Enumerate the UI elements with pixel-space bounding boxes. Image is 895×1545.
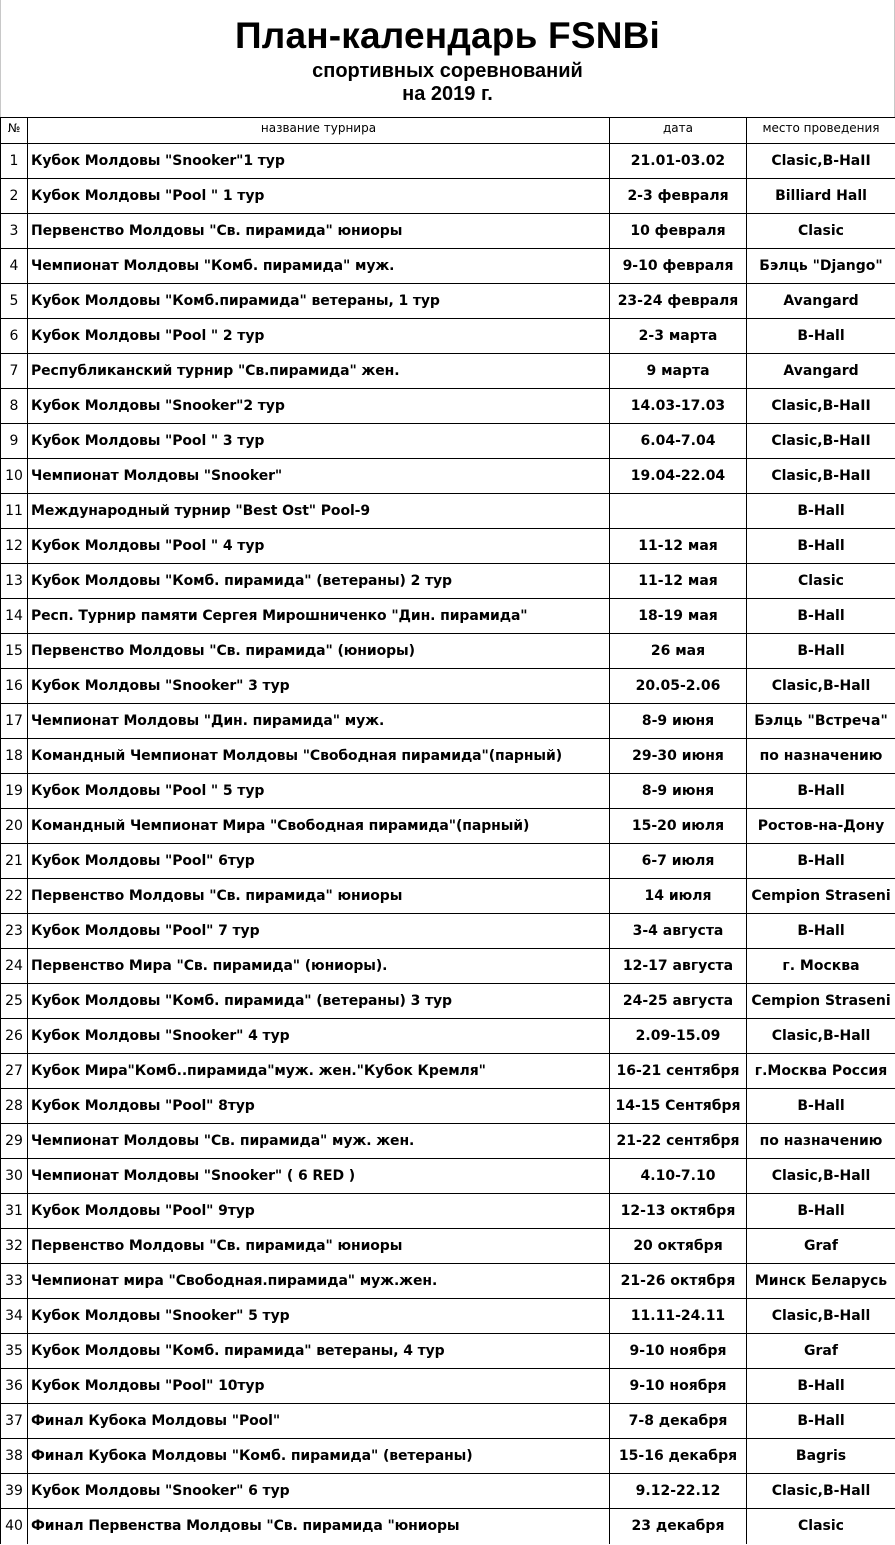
cell-number: 32 [1, 1229, 28, 1264]
table-row [1, 1369, 895, 1404]
cell-venue: Avangard [747, 354, 895, 389]
cell-tournament-name: Финал Кубока Молдовы "Pool" [28, 1404, 610, 1439]
cell-date: 9.12-22.12 [610, 1474, 747, 1509]
cell-tournament-name: Кубок Молдовы "Комб. пирамида" (ветераны) 2 тур [28, 564, 610, 599]
page-title: План-календарь FSNBi [234, 15, 661, 56]
cell-tournament-name: Первенство Мира "Св. пирамида" (юниоры). [28, 949, 610, 984]
column-header-place: место проведения [747, 118, 895, 144]
cell-number: 35 [1, 1334, 28, 1369]
table-row [1, 599, 895, 634]
cell-tournament-name: Республиканский турнир "Св.пирамида" жен. [28, 354, 610, 389]
cell-date: 24-25 августа [610, 984, 747, 1019]
cell-venue: B-Hall [747, 1089, 895, 1124]
table-row [1, 1509, 895, 1544]
cell-number: 24 [1, 949, 28, 984]
table-row [1, 564, 895, 599]
cell-tournament-name: Кубок Молдовы "Pool " 2 тур [28, 319, 610, 354]
table-row [1, 879, 895, 914]
cell-venue: Avangard [747, 284, 895, 319]
table-row [1, 984, 895, 1019]
cell-date: 20 октября [610, 1229, 747, 1264]
column-header-date: дата [610, 118, 747, 144]
cell-number: 21 [1, 844, 28, 879]
table-header-row [1, 118, 895, 144]
cell-tournament-name: Кубок Мира"Комб..пирамида"муж. жен."Кубок Кремля" [28, 1054, 610, 1089]
cell-venue: B-Hall [747, 494, 895, 529]
cell-tournament-name: Международный турнир "Best Ost" Pool-9 [28, 494, 610, 529]
cell-tournament-name: Кубок Молдовы "Pool " 1 тур [28, 179, 610, 214]
table-row [1, 529, 895, 564]
table-row [1, 634, 895, 669]
cell-date: 11.11-24.11 [610, 1299, 747, 1334]
cell-venue: Минск Беларусь [747, 1264, 895, 1299]
table-row [1, 1194, 895, 1229]
cell-tournament-name: Кубок Молдовы "Pool" 10тур [28, 1369, 610, 1404]
table-row [1, 389, 895, 424]
table-row [1, 739, 895, 774]
cell-venue: Graf [747, 1229, 895, 1264]
cell-venue: Cempion Straseni [747, 879, 895, 914]
table-row [1, 1159, 895, 1194]
cell-tournament-name: Кубок Молдовы "Комб.пирамида" ветераны, 1 тур [28, 284, 610, 319]
cell-date: 15-16 декабря [610, 1439, 747, 1474]
cell-number: 11 [1, 494, 28, 529]
cell-venue: B-Hall [747, 319, 895, 354]
cell-tournament-name: Кубок Молдовы "Snooker" 4 тур [28, 1019, 610, 1054]
cell-venue: B-Hall [747, 1404, 895, 1439]
table-row [1, 354, 895, 389]
tournament-table [0, 117, 895, 1544]
table-row [1, 949, 895, 984]
cell-tournament-name: Кубок Молдовы "Pool" 7 тур [28, 914, 610, 949]
cell-date: 26 мая [610, 634, 747, 669]
cell-number: 3 [1, 214, 28, 249]
cell-number: 34 [1, 1299, 28, 1334]
table-row [1, 704, 895, 739]
cell-tournament-name: Кубок Молдовы "Snooker"2 тур [28, 389, 610, 424]
cell-date: 9-10 ноября [610, 1334, 747, 1369]
cell-date: 3-4 августа [610, 914, 747, 949]
table-row [1, 1299, 895, 1334]
table-row [1, 1439, 895, 1474]
cell-number: 13 [1, 564, 28, 599]
cell-venue: B-Hall [747, 774, 895, 809]
cell-tournament-name: Кубок Молдовы "Snooker" 3 тур [28, 669, 610, 704]
cell-number: 4 [1, 249, 28, 284]
cell-date: 23 декабря [610, 1509, 747, 1544]
table-row [1, 249, 895, 284]
cell-number: 2 [1, 179, 28, 214]
table-row [1, 494, 895, 529]
table-row [1, 1404, 895, 1439]
cell-number: 22 [1, 879, 28, 914]
cell-tournament-name: Кубок Молдовы "Snooker" 6 тур [28, 1474, 610, 1509]
table-row [1, 144, 895, 179]
table-row [1, 1089, 895, 1124]
cell-tournament-name: Финал Первенства Молдовы "Св. пирамида "юниоры [28, 1509, 610, 1544]
cell-tournament-name: Кубок Молдовы "Pool" 6тур [28, 844, 610, 879]
cell-tournament-name: Кубок Молдовы "Pool" 9тур [28, 1194, 610, 1229]
cell-venue: B-Hall [747, 1194, 895, 1229]
page-subtitle: спортивных соревнований [312, 60, 583, 82]
cell-number: 27 [1, 1054, 28, 1089]
cell-number: 16 [1, 669, 28, 704]
cell-date: 23-24 февраля [610, 284, 747, 319]
cell-tournament-name: Чемпионат Молдовы "Св. пирамида" муж. жен. [28, 1124, 610, 1159]
table-row [1, 1334, 895, 1369]
cell-tournament-name: Чемпионат Молдовы "Snooker" [28, 459, 610, 494]
cell-tournament-name: Первенство Молдовы "Св. пирамида" (юниоры) [28, 634, 610, 669]
cell-venue: Clasic,B-Hall [747, 1159, 895, 1194]
cell-date: 15-20 июля [610, 809, 747, 844]
cell-number: 20 [1, 809, 28, 844]
table-row [1, 179, 895, 214]
cell-venue: Clasic,B-HaII [747, 424, 895, 459]
cell-number: 6 [1, 319, 28, 354]
cell-venue: Clasic,B-Hall [747, 1299, 895, 1334]
cell-number: 33 [1, 1264, 28, 1299]
cell-venue: Clasic,B-HaII [747, 459, 895, 494]
cell-tournament-name: Первенство Молдовы "Св. пирамида" юниоры [28, 214, 610, 249]
cell-tournament-name: Чемпионат Молдовы "Snooker" ( 6 RED ) [28, 1159, 610, 1194]
cell-venue: Clasic,B-Hall [747, 1474, 895, 1509]
cell-date [610, 494, 747, 529]
cell-tournament-name: Первенство Молдовы "Св. пирамида" юниоры [28, 879, 610, 914]
cell-number: 28 [1, 1089, 28, 1124]
cell-venue: Clasic,B-Hall [747, 669, 895, 704]
cell-number: 8 [1, 389, 28, 424]
table-row [1, 284, 895, 319]
cell-tournament-name: Чемпионат Молдовы "Комб. пирамида" муж. [28, 249, 610, 284]
table-row [1, 1019, 895, 1054]
cell-number: 26 [1, 1019, 28, 1054]
cell-number: 1 [1, 144, 28, 179]
cell-number: 9 [1, 424, 28, 459]
cell-number: 29 [1, 1124, 28, 1159]
cell-tournament-name: Кубок Молдовы "Pool " 4 тур [28, 529, 610, 564]
cell-date: 12-17 августа [610, 949, 747, 984]
cell-venue: г.Москва Россия [747, 1054, 895, 1089]
table-row [1, 1054, 895, 1089]
cell-venue: Clasic [747, 564, 895, 599]
cell-tournament-name: Кубок Молдовы "Snooker"1 тур [28, 144, 610, 179]
cell-number: 25 [1, 984, 28, 1019]
cell-venue: Cempion Straseni [747, 984, 895, 1019]
table-row [1, 424, 895, 459]
cell-date: 9 марта [610, 354, 747, 389]
cell-tournament-name: Чемпионат Молдовы "Дин. пирамида" муж. [28, 704, 610, 739]
cell-date: 14.03-17.03 [610, 389, 747, 424]
cell-date: 2.09-15.09 [610, 1019, 747, 1054]
cell-date: 12-13 октября [610, 1194, 747, 1229]
cell-date: 4.10-7.10 [610, 1159, 747, 1194]
cell-venue: Бэлць "Django" [747, 249, 895, 284]
cell-venue: Ростов-на-Дону [747, 809, 895, 844]
cell-tournament-name: Кубок Молдовы "Snooker" 5 тур [28, 1299, 610, 1334]
cell-tournament-name: Кубок Молдовы "Pool " 5 тур [28, 774, 610, 809]
cell-date: 2-3 февраля [610, 179, 747, 214]
cell-number: 40 [1, 1509, 28, 1544]
document-header [0, 0, 895, 117]
table-body [1, 144, 895, 1544]
cell-date: 14 июля [610, 879, 747, 914]
table-row [1, 1229, 895, 1264]
cell-tournament-name: Кубок Молдовы "Pool " 3 тур [28, 424, 610, 459]
cell-number: 30 [1, 1159, 28, 1194]
cell-number: 18 [1, 739, 28, 774]
cell-date: 6-7 июля [610, 844, 747, 879]
cell-tournament-name: Респ. Турнир памяти Сергея Мирошниченко "Дин. пирамида" [28, 599, 610, 634]
cell-venue: B-Hall [747, 599, 895, 634]
cell-number: 5 [1, 284, 28, 319]
cell-date: 19.04-22.04 [610, 459, 747, 494]
cell-tournament-name: Кубок Молдовы "Комб. пирамида" ветераны, 4 тур [28, 1334, 610, 1369]
cell-venue: Бэлць "Встреча" [747, 704, 895, 739]
cell-date: 6.04-7.04 [610, 424, 747, 459]
table-row [1, 214, 895, 249]
cell-number: 37 [1, 1404, 28, 1439]
cell-number: 15 [1, 634, 28, 669]
table-row [1, 1264, 895, 1299]
cell-date: 10 февраля [610, 214, 747, 249]
cell-number: 7 [1, 354, 28, 389]
cell-date: 21-22 сентября [610, 1124, 747, 1159]
table-row [1, 914, 895, 949]
cell-tournament-name: Кубок Молдовы "Pool" 8тур [28, 1089, 610, 1124]
page-year: на 2019 г. [402, 83, 493, 105]
cell-venue: Clasic,B-HaII [747, 389, 895, 424]
cell-date: 11-12 мая [610, 564, 747, 599]
cell-number: 36 [1, 1369, 28, 1404]
cell-tournament-name: Кубок Молдовы "Комб. пирамида" (ветераны) 3 тур [28, 984, 610, 1019]
cell-date: 20.05-2.06 [610, 669, 747, 704]
cell-date: 7-8 декабря [610, 1404, 747, 1439]
cell-date: 21.01-03.02 [610, 144, 747, 179]
table-row [1, 774, 895, 809]
cell-date: 16-21 сентября [610, 1054, 747, 1089]
cell-venue: B-Hall [747, 844, 895, 879]
cell-number: 23 [1, 914, 28, 949]
table-row [1, 844, 895, 879]
cell-date: 18-19 мая [610, 599, 747, 634]
table-row [1, 669, 895, 704]
cell-venue: г. Москва [747, 949, 895, 984]
cell-number: 10 [1, 459, 28, 494]
cell-number: 38 [1, 1439, 28, 1474]
cell-venue: Billiard Hall [747, 179, 895, 214]
cell-venue: Bagris [747, 1439, 895, 1474]
cell-tournament-name: Первенство Молдовы "Св. пирамида" юниоры [28, 1229, 610, 1264]
cell-venue: B-Hall [747, 1369, 895, 1404]
cell-venue: B-Hall [747, 529, 895, 564]
cell-venue: Clasic [747, 214, 895, 249]
column-header-num: № [1, 118, 28, 144]
cell-date: 2-3 марта [610, 319, 747, 354]
cell-number: 14 [1, 599, 28, 634]
table-row [1, 459, 895, 494]
cell-date: 14-15 Сентября [610, 1089, 747, 1124]
cell-tournament-name: Командный Чемпионат Молдовы "Свободная пирамида"(парный) [28, 739, 610, 774]
cell-number: 17 [1, 704, 28, 739]
cell-venue: B-Hall [747, 914, 895, 949]
cell-venue: Clasic,B-Hall [747, 1019, 895, 1054]
cell-number: 19 [1, 774, 28, 809]
cell-number: 12 [1, 529, 28, 564]
cell-date: 11-12 мая [610, 529, 747, 564]
cell-date: 9-10 ноября [610, 1369, 747, 1404]
cell-venue: Clasic,B-HaII [747, 144, 895, 179]
cell-date: 8-9 июня [610, 704, 747, 739]
cell-venue: по назначению [747, 739, 895, 774]
cell-venue: по назначению [747, 1124, 895, 1159]
cell-tournament-name: Чемпионат мира "Свободная.пирамида" муж.жен. [28, 1264, 610, 1299]
table-row [1, 1474, 895, 1509]
cell-date: 29-30 июня [610, 739, 747, 774]
table-row [1, 319, 895, 354]
cell-date: 8-9 июня [610, 774, 747, 809]
cell-number: 31 [1, 1194, 28, 1229]
cell-date: 9-10 февраля [610, 249, 747, 284]
cell-venue: B-Hall [747, 634, 895, 669]
cell-tournament-name: Финал Кубока Молдовы "Комб. пирамида" (ветераны) [28, 1439, 610, 1474]
column-header-name: название турнира [28, 118, 610, 144]
table-row [1, 1124, 895, 1159]
cell-date: 21-26 октября [610, 1264, 747, 1299]
cell-number: 39 [1, 1474, 28, 1509]
cell-venue: Clasic [747, 1509, 895, 1544]
cell-venue: Graf [747, 1334, 895, 1369]
table-row [1, 809, 895, 844]
cell-tournament-name: Командный Чемпионат Мира "Свободная пирамида"(парный) [28, 809, 610, 844]
